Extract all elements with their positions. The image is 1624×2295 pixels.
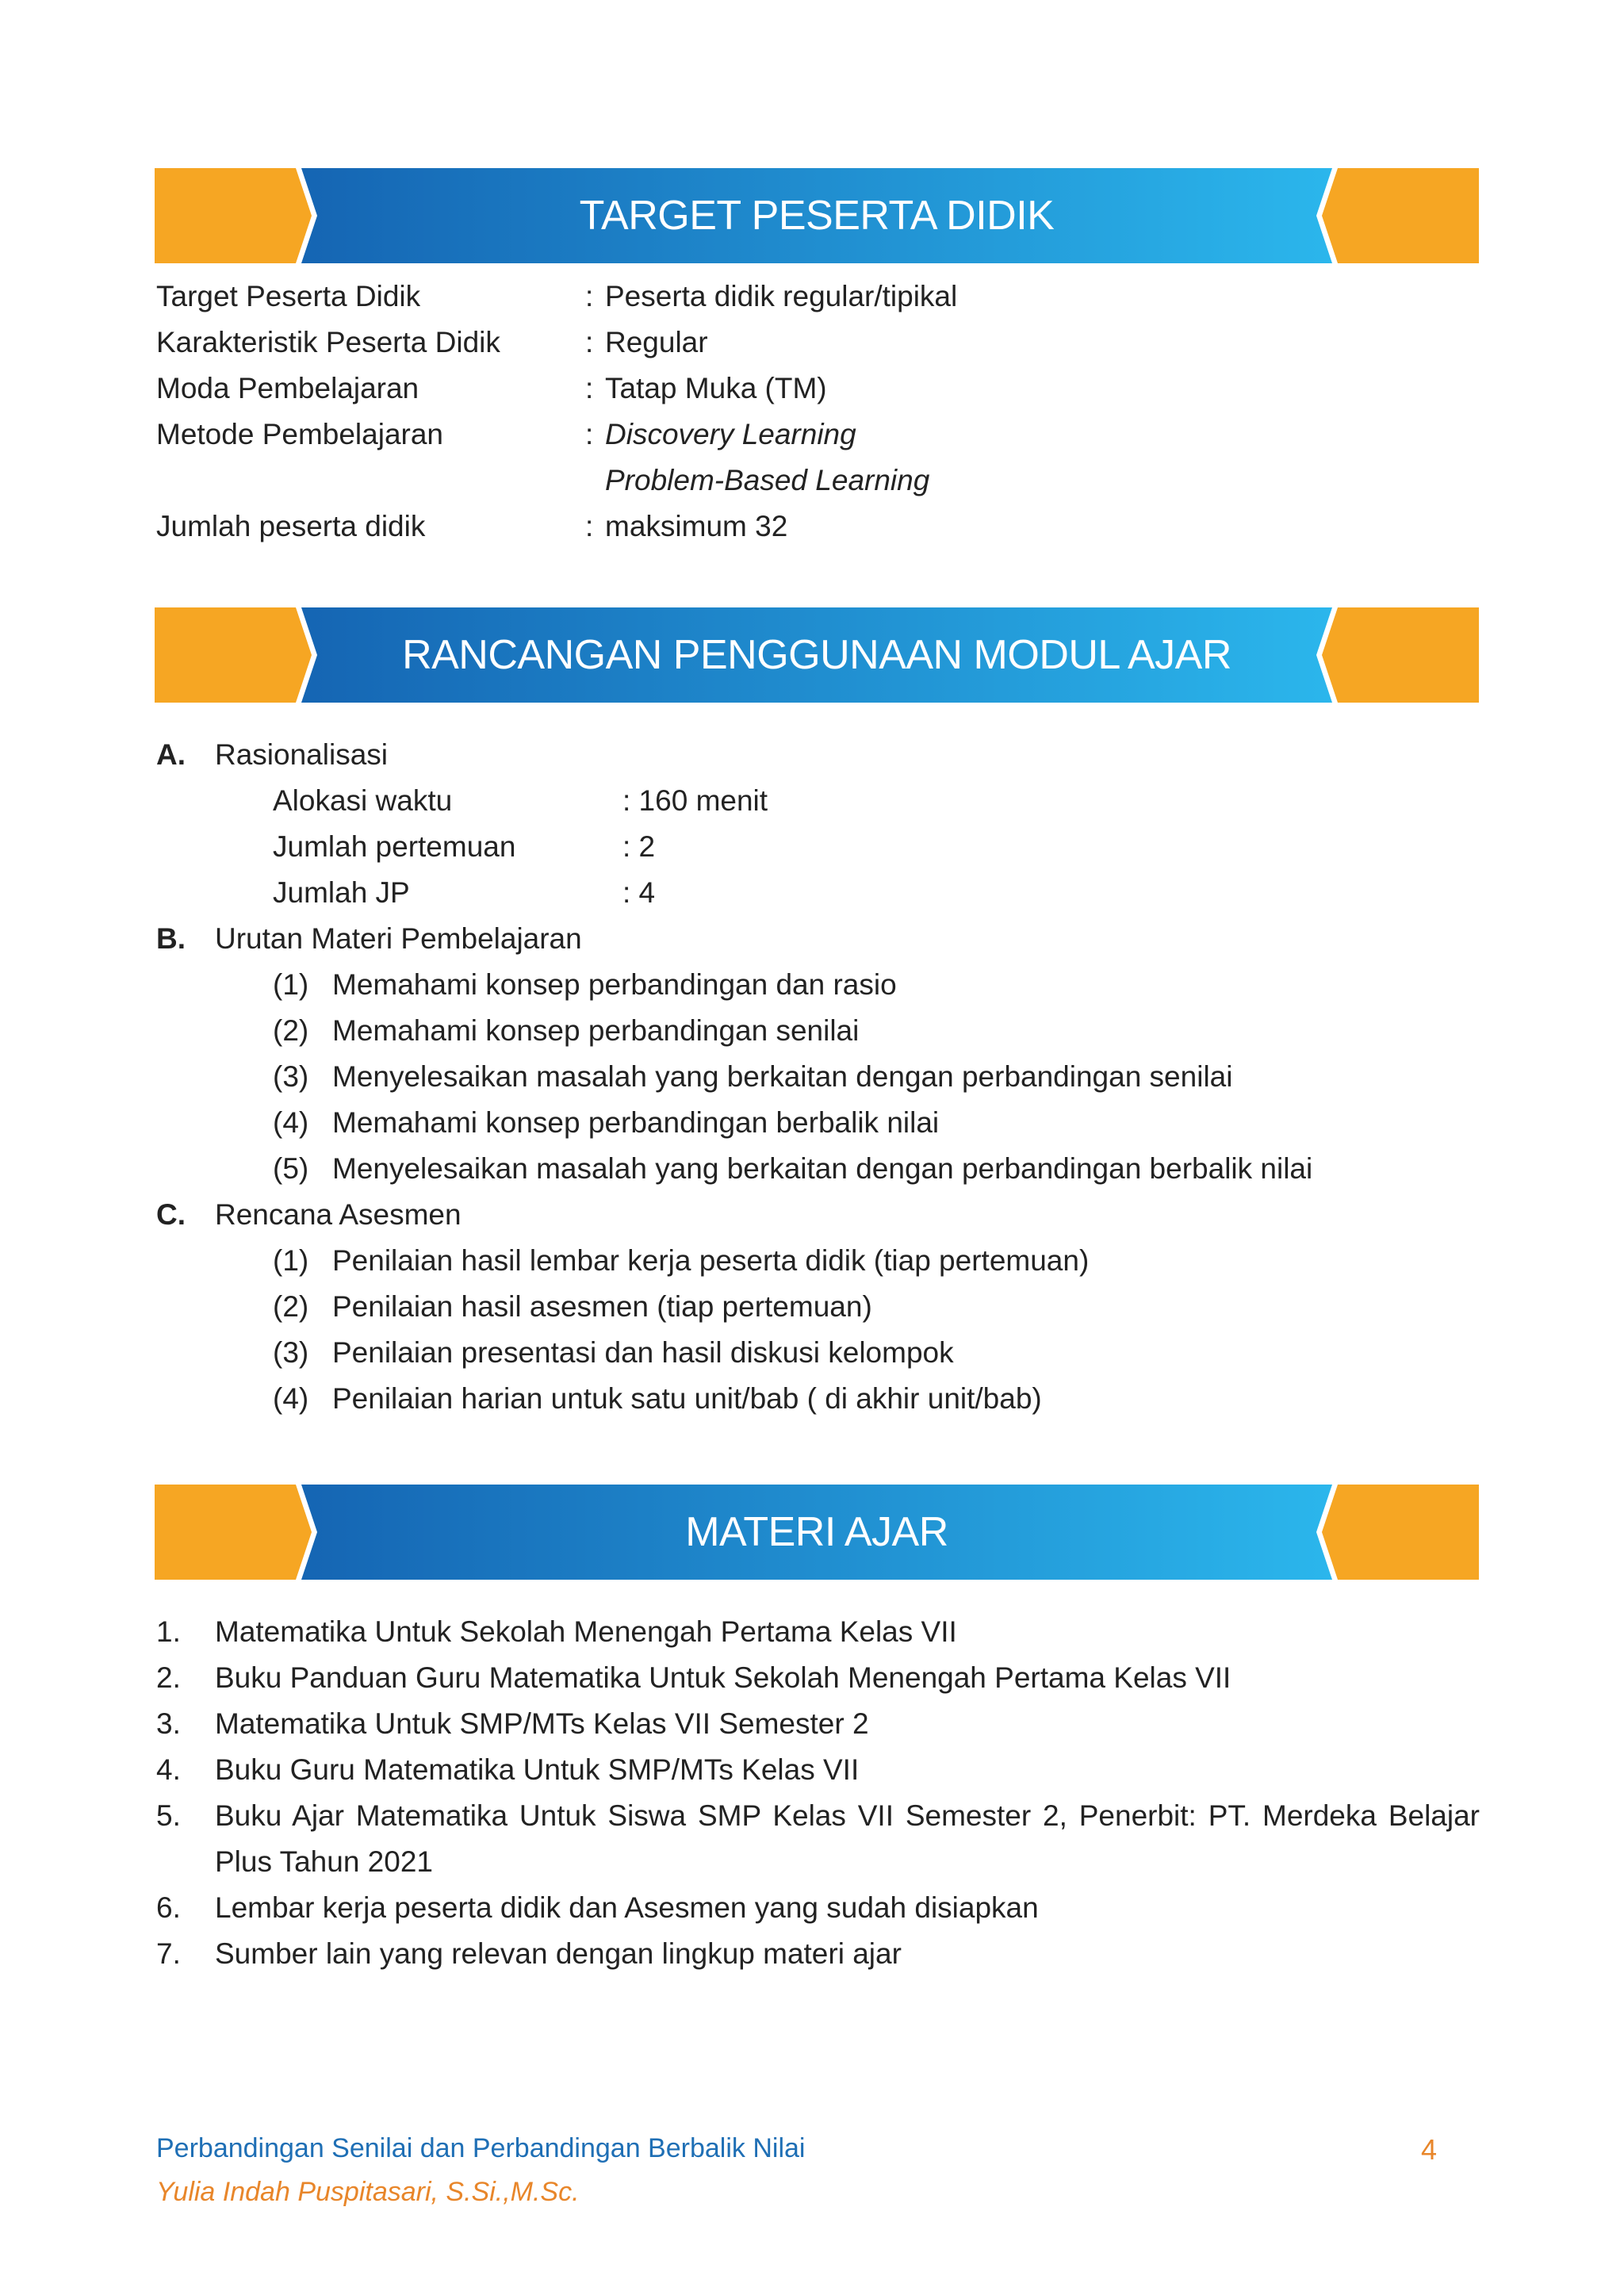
list-number: (1) xyxy=(273,968,309,1001)
colon: : xyxy=(585,326,594,358)
list-number: (5) xyxy=(273,1152,309,1185)
section-banner-target xyxy=(155,168,1479,263)
section-title: MATERI AJAR xyxy=(685,1509,948,1555)
info-value: maksimum 32 xyxy=(605,510,788,542)
info-label: Metode Pembelajaran xyxy=(156,418,443,450)
list-item: Matematika Untuk SMP/MTs Kelas VII Semester 2 xyxy=(215,1707,869,1740)
detail-label: Jumlah pertemuan xyxy=(273,830,516,863)
list-number: 6. xyxy=(156,1891,181,1924)
section-banner-materi xyxy=(155,1485,1479,1580)
info-value: Problem-Based Learning xyxy=(605,464,930,496)
info-label: Jumlah peserta didik xyxy=(156,510,426,542)
list-number: (3) xyxy=(273,1060,309,1093)
list-item: Penilaian harian untuk satu unit/bab ( di akhir unit/bab) xyxy=(332,1382,1042,1415)
list-number: 4. xyxy=(156,1753,181,1786)
section-letter: C. xyxy=(156,1198,186,1231)
list-number: (4) xyxy=(273,1382,309,1415)
list-item: Memahami konsep perbandingan dan rasio xyxy=(332,968,897,1001)
info-value: Tatap Muka (TM) xyxy=(605,372,827,404)
detail-value: : 160 menit xyxy=(622,784,768,817)
subsection-heading: Rencana Asesmen xyxy=(215,1198,462,1231)
section-title: RANCANGAN PENGGUNAAN MODUL AJAR xyxy=(402,632,1231,678)
list-number: 5. xyxy=(156,1799,181,1832)
subsection-heading: Urutan Materi Pembelajaran xyxy=(215,922,582,955)
list-number: 1. xyxy=(156,1615,181,1648)
list-item: Memahami konsep perbandingan senilai xyxy=(332,1014,860,1047)
colon: : xyxy=(585,510,594,542)
list-number: 7. xyxy=(156,1937,181,1970)
list-number: 3. xyxy=(156,1707,181,1740)
list-item: Lembar kerja peserta didik dan Asesmen yang sudah disiapkan xyxy=(215,1891,1039,1924)
section-letter: B. xyxy=(156,922,186,955)
list-item-continuation: Plus Tahun 2021 xyxy=(215,1845,433,1878)
list-item: Penilaian hasil lembar kerja peserta didik (tiap pertemuan) xyxy=(332,1244,1090,1277)
section-title: TARGET PESERTA DIDIK xyxy=(579,193,1055,239)
list-item: Buku Panduan Guru Matematika Untuk Sekolah Menengah Pertama Kelas VII xyxy=(215,1661,1231,1694)
page-number: 4 xyxy=(1421,2133,1438,2166)
info-value: Regular xyxy=(605,326,708,358)
list-number: (1) xyxy=(273,1244,309,1277)
subsection-heading: Rasionalisasi xyxy=(215,738,388,771)
info-label: Karakteristik Peserta Didik xyxy=(156,326,500,358)
list-number: (2) xyxy=(273,1014,309,1047)
list-item: Menyelesaikan masalah yang berkaitan dengan perbandingan berbalik nilai xyxy=(332,1152,1313,1185)
section-banner-rancangan xyxy=(155,607,1479,703)
footer-title: Perbandingan Senilai dan Perbandingan Berbalik Nilai xyxy=(156,2133,806,2163)
list-item: Memahami konsep perbandingan berbalik nilai xyxy=(332,1106,940,1139)
detail-value: : 2 xyxy=(622,830,656,863)
list-item: Buku Guru Matematika Untuk SMP/MTs Kelas VII xyxy=(215,1753,860,1786)
colon: : xyxy=(585,418,594,450)
list-item: Penilaian hasil asesmen (tiap pertemuan) xyxy=(332,1290,872,1323)
detail-label: Jumlah JP xyxy=(273,876,410,909)
list-item: Menyelesaikan masalah yang berkaitan dengan perbandingan senilai xyxy=(332,1060,1233,1093)
list-item: Buku Ajar Matematika Untuk Siswa SMP Kelas VII Semester 2, Penerbit: PT. Merdeka Belajar xyxy=(215,1799,1480,1832)
section-letter: A. xyxy=(156,738,186,771)
list-item: Matematika Untuk Sekolah Menengah Pertama Kelas VII xyxy=(215,1615,957,1648)
info-label: Moda Pembelajaran xyxy=(156,372,419,404)
list-number: (4) xyxy=(273,1106,309,1139)
footer-author: Yulia Indah Puspitasari, S.Si.,M.Sc. xyxy=(156,2177,580,2207)
colon: : xyxy=(585,372,594,404)
detail-label: Alokasi waktu xyxy=(273,784,453,817)
list-number: (2) xyxy=(273,1290,309,1323)
list-item: Penilaian presentasi dan hasil diskusi kelompok xyxy=(332,1336,954,1369)
detail-value: : 4 xyxy=(622,876,656,909)
list-item: Sumber lain yang relevan dengan lingkup materi ajar xyxy=(215,1937,902,1970)
list-number: (3) xyxy=(273,1336,309,1369)
list-number: 2. xyxy=(156,1661,181,1694)
info-value: Discovery Learning xyxy=(605,418,856,450)
info-label: Target Peserta Didik xyxy=(156,280,421,312)
info-value: Peserta didik regular/tipikal xyxy=(605,280,958,312)
colon: : xyxy=(585,280,594,312)
